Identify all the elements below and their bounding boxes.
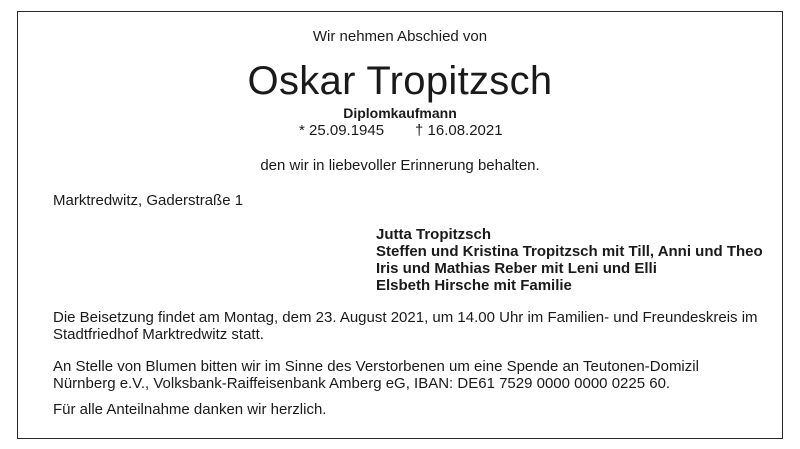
thanks-line: Für alle Anteilnahme danken wir herzlich. (53, 401, 327, 418)
mourner-item: Steffen und Kristina Tropitzsch mit Till, Anni und Theo (376, 243, 763, 260)
deceased-title: Diplomkaufmann (343, 105, 457, 121)
mourner-item: Elsbeth Hirsche mit Familie (376, 277, 572, 294)
family-address: Marktredwitz, Gaderstraße 1 (53, 192, 244, 209)
mourner-item: Iris und Mathias Reber mit Leni und Elli (376, 260, 657, 277)
donation-line: An Stelle von Blumen bitten wir im Sinne des Verstorbenen um eine Spende an Teutonen-Domizil (53, 358, 699, 375)
donation-paragraph (53, 358, 768, 392)
deceased-name: Oskar Tropitzsch (247, 59, 553, 103)
mourners-list (376, 226, 763, 294)
memory-line: den wir in liebevoller Erinnerung behalten. (260, 157, 540, 174)
birth-date: * 25.09.1945 (299, 122, 385, 139)
donation-line: Nürnberg e.V., Volksbank-Raiffeisenbank Amberg eG, IBAN: DE61 7529 0000 0000 0225 60. (53, 375, 671, 392)
death-date: † 16.08.2021 (415, 122, 503, 139)
mourner-item: Jutta Tropitzsch (376, 226, 492, 243)
obituary-notice (17, 11, 783, 439)
funeral-line: Stadtfriedhof Marktredwitz statt. (53, 326, 264, 343)
intro-text: Wir nehmen Abschied von (312, 28, 488, 45)
funeral-line: Die Beisetzung findet am Montag, dem 23. August 2021, um 14.00 Uhr im Familien- und Freundeskreis im (53, 309, 758, 326)
funeral-paragraph (53, 309, 768, 343)
thanks-paragraph (53, 401, 768, 418)
life-dates (18, 122, 782, 142)
